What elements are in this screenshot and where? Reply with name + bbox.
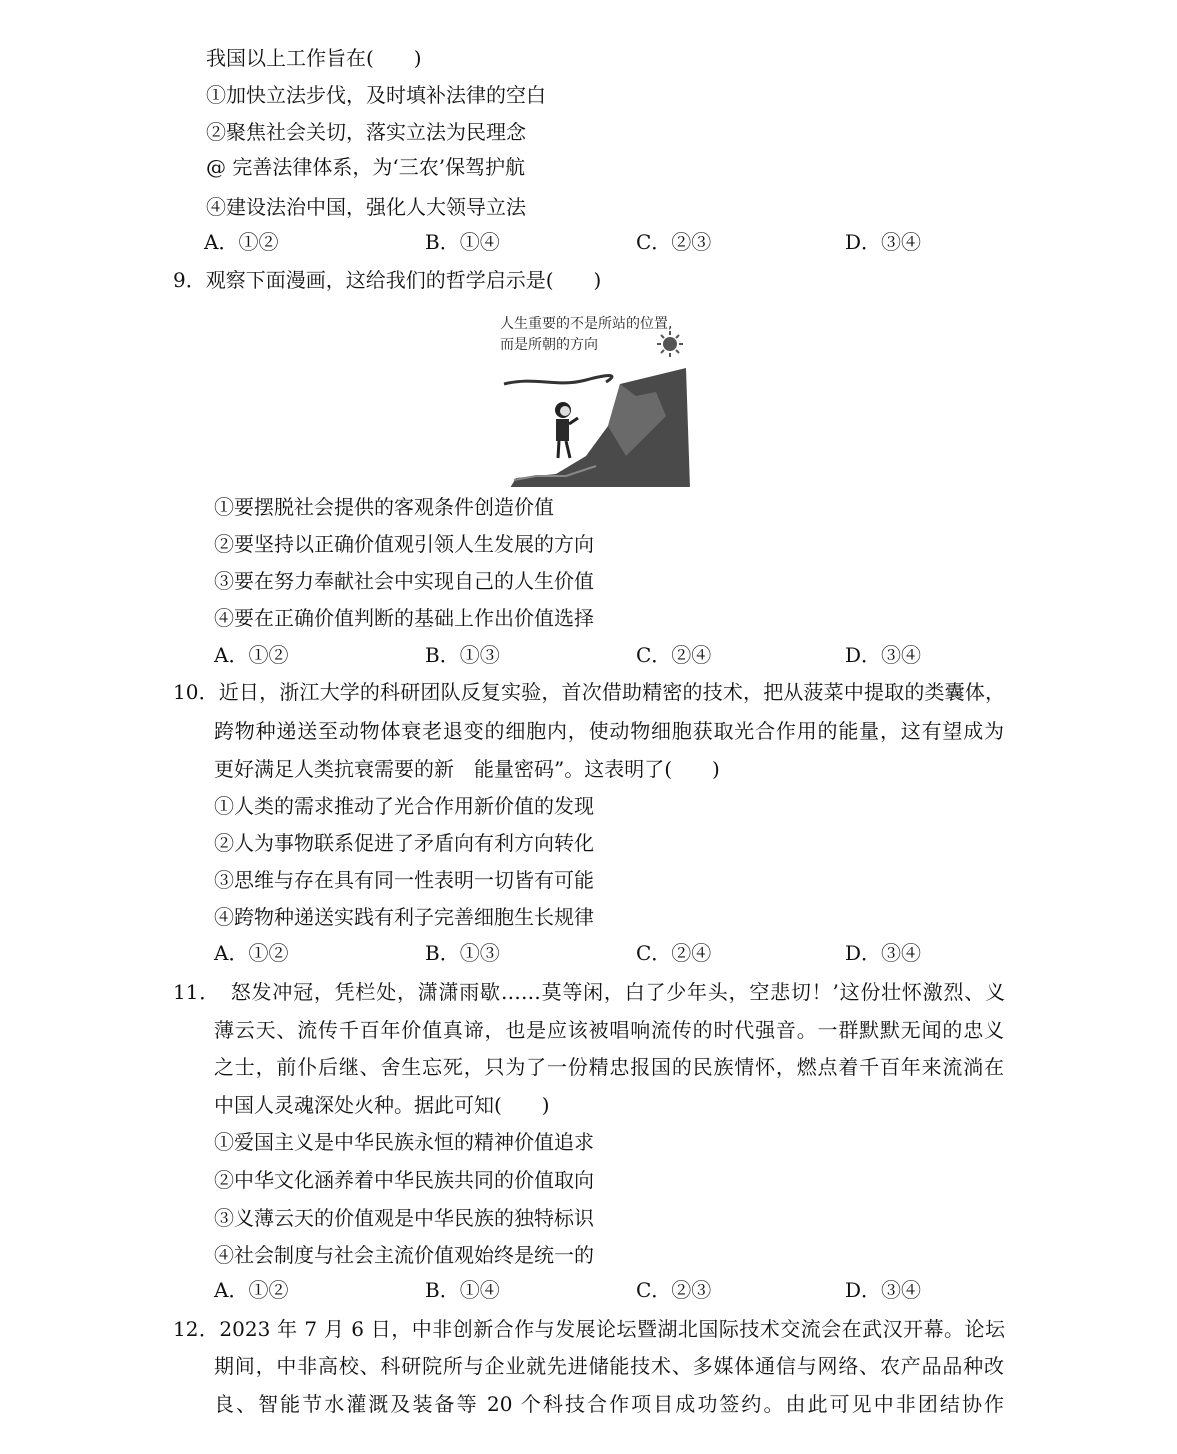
q9-stem: 9．观察下面漫画，这给我们的哲学启示是( ) [173,268,602,292]
q10-option-2: ②人为事物联系促进了矛盾向有利方向转化 [214,831,594,855]
q9-choice-b: B．①③ [425,643,500,667]
q8-option-4: ④建设法治中国，强化人大领导立法 [206,195,526,219]
q8-choices [0,229,1177,255]
q8-choice-a: A．①② [204,230,279,254]
q10-choice-b: B．①③ [425,941,500,965]
q11-choice-d: D．③④ [845,1278,922,1302]
q10-stem-line-3: 更好满足人类抗衰需要的新 能量密码”。这表明了( ) [214,757,720,781]
q10-stem-line-1: 10．近日，浙江大学的科研团队反复实验，首次借助精密的技术，把从菠菜中提取的类囊体， [173,680,1005,704]
q10-choices [0,940,1177,966]
q11-choice-b: B．①④ [425,1278,500,1302]
q9-option-2: ②要坚持以正确价值观引领人生发展的方向 [214,532,594,556]
q9-comic-image [496,306,692,488]
q9-option-1: ①要摆脱社会提供的客观条件创造价值 [214,495,554,519]
q12-stem-line-1: 12．2023 年 7 月 6 日，中非创新合作与发展论坛暨湖北国际技术交流会在武汉开幕。论坛 [173,1317,1005,1341]
q10-stem-line-2: 跨物种递送至动物体衰老退变的细胞内，使动物细胞获取光合作用的能量，这有望成为 [214,719,1004,743]
q12-stem-line-3: 良、智能节水灌溉及装备等 20 个科技合作项目成功签约。由此可见中非团结协作 [214,1392,1004,1416]
q10-option-3: ③思维与存在具有同一性表明一切皆有可能 [214,868,594,892]
comic-caption-line-1: 人生重要的不是所站的位置, [500,316,673,332]
q8-stem-tail: 我国以上工作旨在( ) [206,46,422,70]
q11-choice-c: C．②③ [636,1278,712,1302]
q10-choice-d: D．③④ [845,941,922,965]
q9-choice-a: A．①② [214,643,289,667]
q11-stem-line-3: 之士，前仆后继、舍生忘死，只为了一份精忠报国的民族情怀，燃点着千百年来流淌在 [214,1055,1004,1079]
q11-option-4: ④社会制度与社会主流价值观始终是统一的 [214,1243,594,1267]
q10-choice-a: A．①② [214,941,289,965]
q10-choice-c: C．②④ [636,941,712,965]
q10-option-4: ④跨物种递送实践有利子完善细胞生长规律 [214,905,594,929]
q8-option-1: ①加快立法步伐，及时填补法律的空白 [206,83,546,107]
q11-stem-line-4: 中国人灵魂深处火种。据此可知( ) [214,1093,550,1117]
comic-caption-line-2: 而是所朝的方向 [500,337,598,353]
q8-choice-b: B．①④ [425,230,500,254]
q11-option-2: ②中华文化涵养着中华民族共同的价值取向 [214,1168,594,1192]
q9-option-3: ③要在努力奉献社会中实现自己的人生价值 [214,569,594,593]
q9-choices [0,642,1177,668]
q11-choice-a: A．①② [214,1278,289,1302]
q11-option-1: ①爱国主义是中华民族永恒的精神价值追求 [214,1130,594,1154]
q9-option-4: ④要在正确价值判断的基础上作出价值选择 [214,606,594,630]
q11-option-3: ③义薄云天的价值观是中华民族的独特标识 [214,1206,594,1230]
q9-choice-d: D．③④ [845,643,922,667]
q11-stem-line-1: 11． 怒发冲冠，凭栏处，潇潇雨歇……莫等闲，白了少年头，空悲切！’这份壮怀激烈、义 [173,980,1005,1004]
q8-option-3: @ 完善法律体系，为‘三农’保驾护航 [206,155,526,179]
q10-option-1: ①人类的需求推动了光合作用新价值的发现 [214,794,594,818]
q11-stem-line-2: 薄云天、流传千百年价值真谛，也是应该被唱响流传的时代强音。一群默默无闻的忠义 [214,1018,1004,1042]
comic-illustration [496,306,692,488]
q9-choice-c: C．②④ [636,643,712,667]
q8-choice-c: C．②③ [636,230,712,254]
q12-stem-line-2: 期间，中非高校、科研院所与企业就先进储能技术、多媒体通信与网络、农产品品种改 [214,1354,1004,1378]
q8-choice-d: D．③④ [845,230,922,254]
q11-choices [0,1277,1177,1303]
q8-option-2: ②聚焦社会关切，落实立法为民理念 [206,120,526,144]
